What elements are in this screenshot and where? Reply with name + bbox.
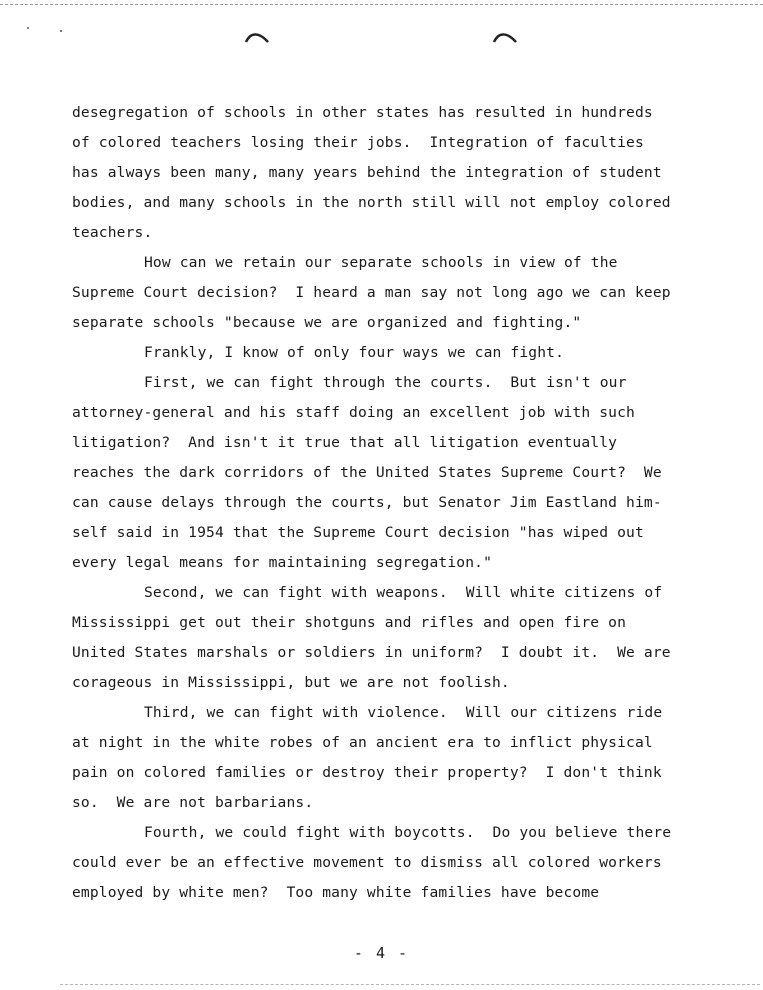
text-line: could ever be an effective movement to dismiss all colored workers <box>72 854 662 871</box>
text-line: separate schools "because we are organized and fighting." <box>72 314 582 331</box>
text-line: litigation? And isn't it true that all litigation eventually <box>72 434 618 451</box>
paragraph-first-line: Fourth, we could fight with boycotts. Do you believe there <box>144 824 672 841</box>
page-number: - 4 - <box>353 944 410 962</box>
scan-speck <box>60 30 62 32</box>
text-line: every legal means for maintaining segregation." <box>72 554 493 571</box>
text-line: so. We are not barbarians. <box>72 794 314 811</box>
text-line: attorney-general and his staff doing an excellent job with such <box>72 404 635 421</box>
paragraph-first-line: First, we can fight through the courts. But isn't our <box>144 374 627 391</box>
text-line: can cause delays through the courts, but Senator Jim Eastland him- <box>72 494 662 511</box>
text-line: has always been many, many years behind the integration of student <box>72 164 662 181</box>
paragraph-first-line: Second, we can fight with weapons. Will white citizens of <box>144 584 663 601</box>
text-line: pain on colored families or destroy their property? I don't think <box>72 764 662 781</box>
top-edge-perforation <box>0 4 763 5</box>
text-line: self said in 1954 that the Supreme Court decision "has wiped out <box>72 524 644 541</box>
right-mark-icon <box>491 30 519 46</box>
paragraph-first-line: How can we retain our separate schools in view of the <box>144 254 618 271</box>
body-text <box>72 98 732 908</box>
bottom-edge-perforation <box>60 984 760 985</box>
paragraph-first-line: Frankly, I know of only four ways we can fight. <box>144 344 565 361</box>
text-line: employed by white men? Too many white families have become <box>72 884 600 901</box>
text-line: United States marshals or soldiers in uniform? I doubt it. We are <box>72 644 671 661</box>
text-line: teachers. <box>72 224 153 241</box>
text-line: corageous in Mississippi, but we are not foolish. <box>72 674 510 691</box>
text-line: at night in the white robes of an ancient era to inflict physical <box>72 734 653 751</box>
text-line: desegregation of schools in other states has resulted in hundreds <box>72 104 653 121</box>
paragraph-first-line: Third, we can fight with violence. Will our citizens ride <box>144 704 663 721</box>
left-mark-icon <box>243 30 271 46</box>
scan-speck <box>27 27 29 29</box>
text-line: reaches the dark corridors of the United States Supreme Court? We <box>72 464 662 481</box>
text-line: Supreme Court decision? I heard a man say not long ago we can keep <box>72 284 671 301</box>
text-line: bodies, and many schools in the north still will not employ colored <box>72 194 671 211</box>
text-line: Mississippi get out their shotguns and rifles and open fire on <box>72 614 627 631</box>
text-line: of colored teachers losing their jobs. Integration of faculties <box>72 134 644 151</box>
